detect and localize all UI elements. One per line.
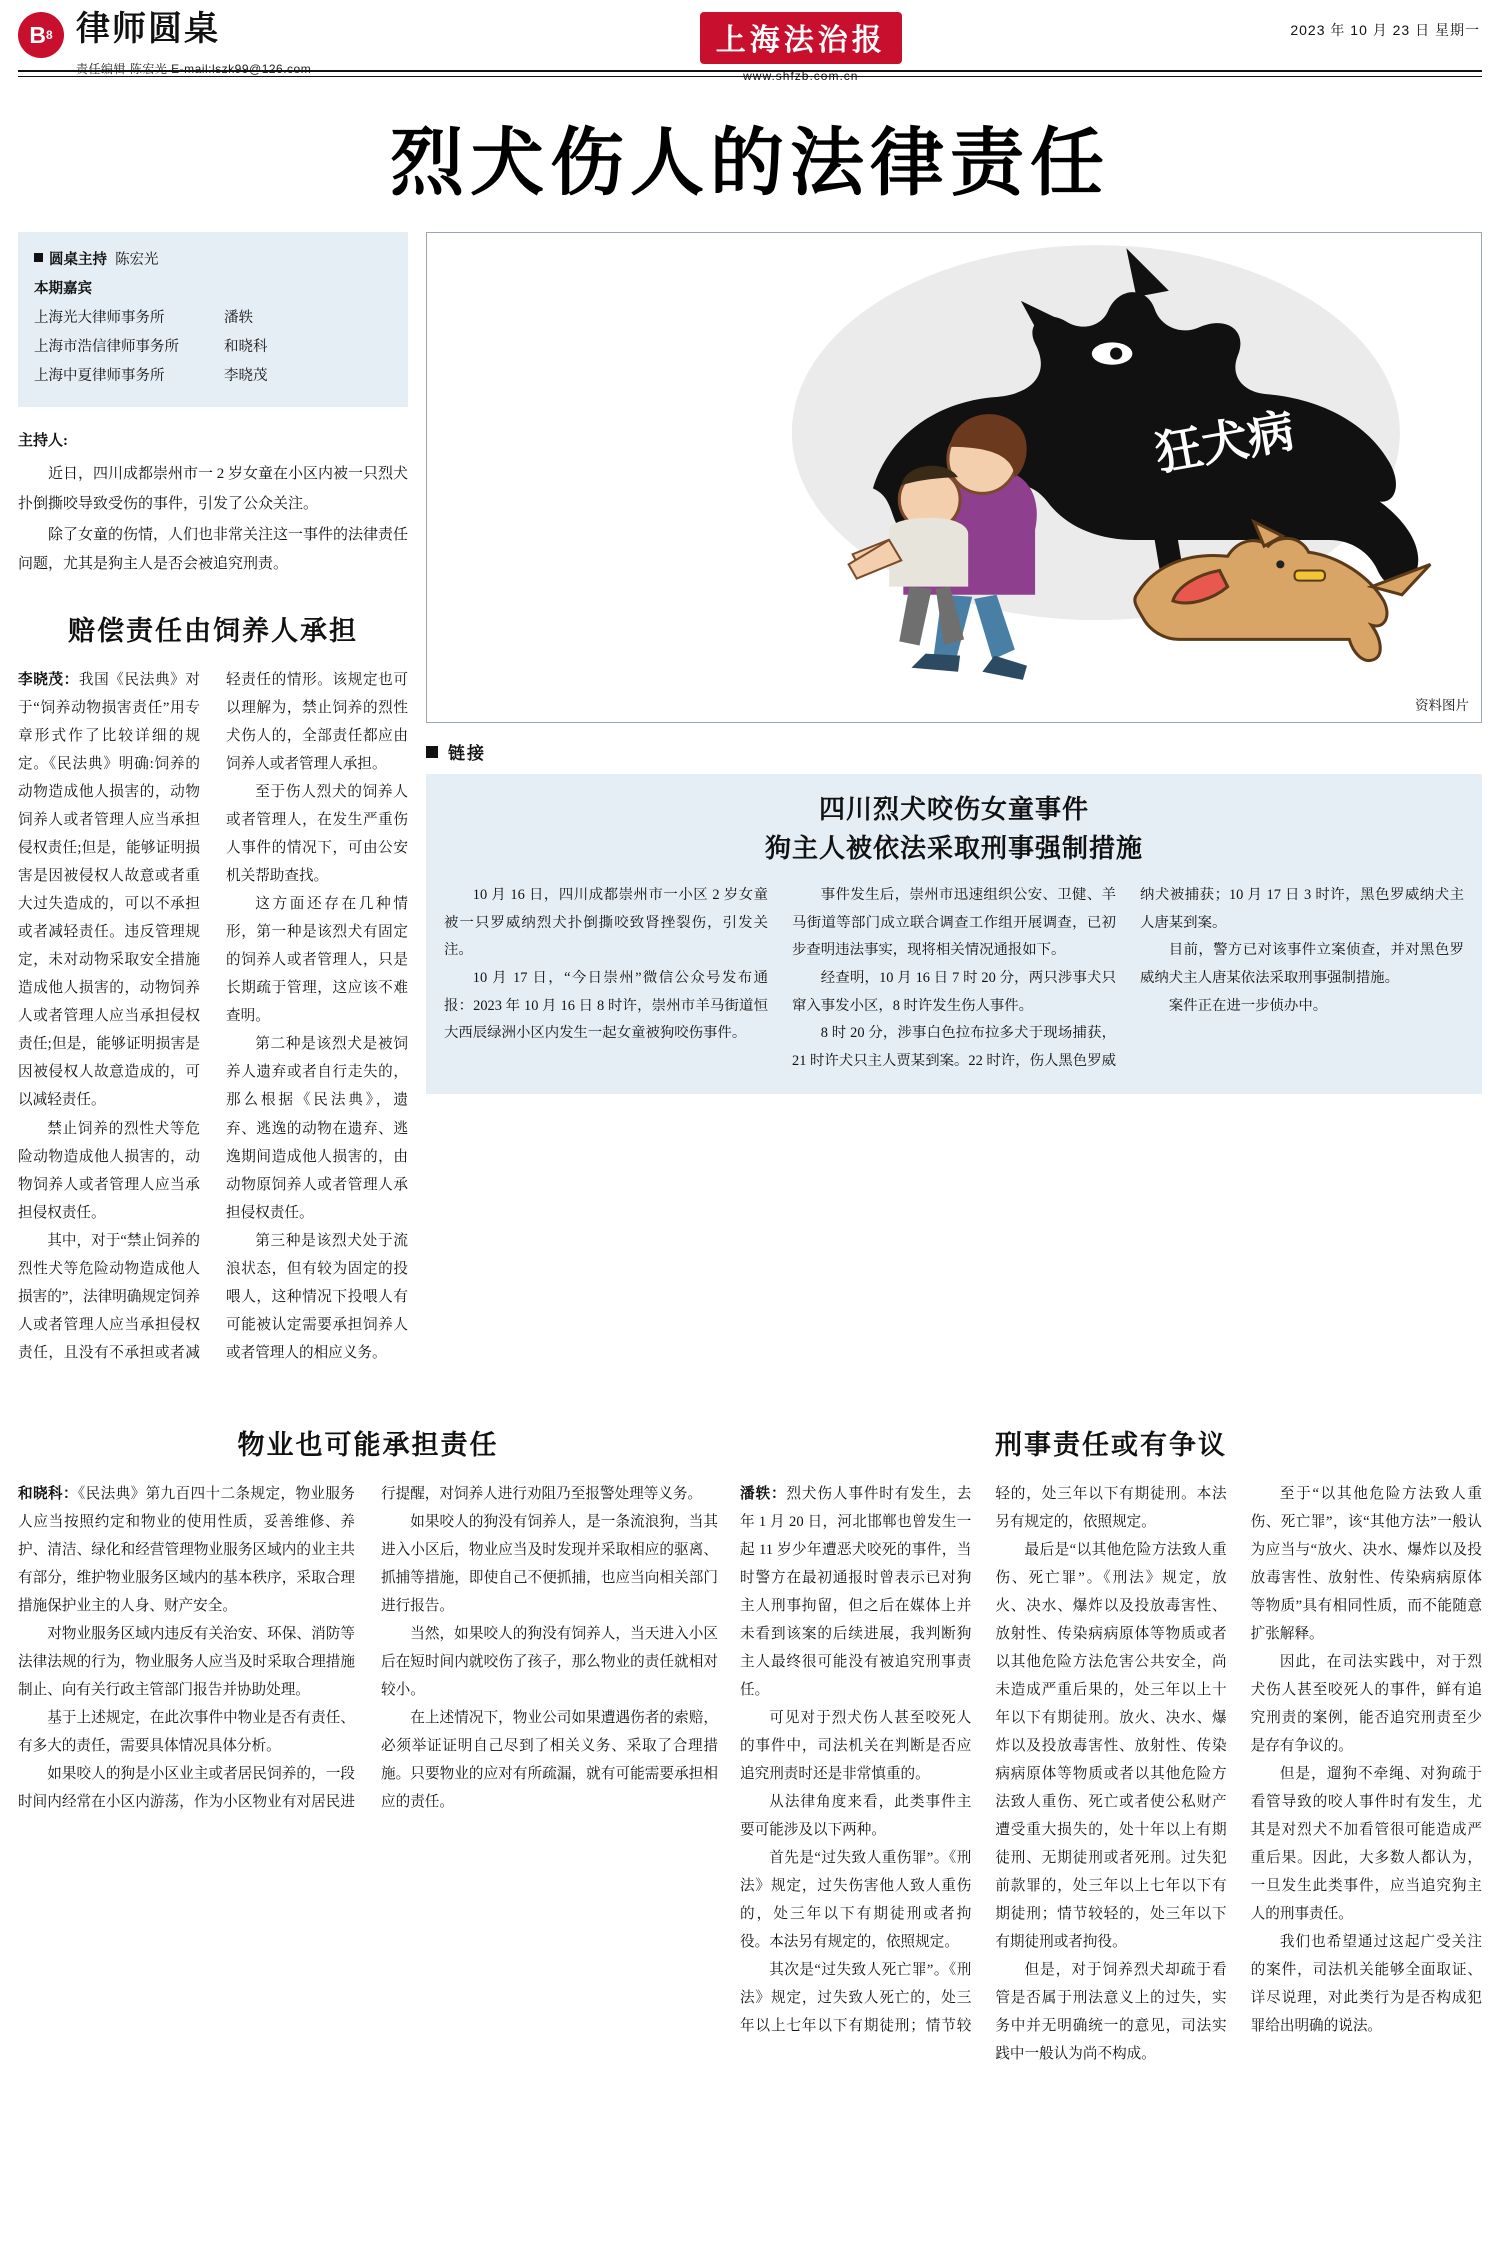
- guests-label-row: [34, 275, 392, 304]
- guest-row: [34, 333, 392, 362]
- right-column: [426, 232, 1482, 1367]
- paragraph-text: 《民法典》第九百四十二条规定，物业服务人应当按照约定和物业的使用性质，妥善维修、养护、清洁、绿化和经营管理物业服务区域内的业主共有部分，维护物业服务区域内的基本秩序，采取合理措施保护业主的人身、财产安全。: [18, 1485, 355, 1614]
- section-1-title: 赔偿责任由饲养人承担: [68, 616, 358, 647]
- link-heading: [426, 739, 1482, 764]
- paragraph: 至于“以其他危险方法致人重伤、死亡罪”，该“其他方法”一般认为应当与“放火、决水、爆炸以及投放毒害性、放射性、传染病病原体等物质”具有相同性质，而不能随意扩张解释。: [1250, 1485, 1482, 1642]
- paragraph: 我们也希望通过这起广受关注的案件，司法机关能够全面取证、详尽说理，对此类行为是否构成犯罪给出明确的说法。: [1250, 1933, 1482, 2034]
- host-name: 陈宏光: [115, 252, 159, 268]
- editor-line: 责任编辑 陈宏光 E-mail:lszk99@126.com: [76, 61, 312, 76]
- paragraph: 可见对于烈犬伤人甚至咬死人的事件中，司法机关在判断是否应追究刑责时还是非常慎重的。: [740, 1709, 972, 1782]
- host-label: 圆桌主持: [49, 252, 107, 268]
- page-code-number: 8: [45, 28, 53, 42]
- section-title-wrap: [76, 10, 311, 77]
- speaker-name: 潘轶：: [740, 1485, 787, 1502]
- speaker-name: 和晓科：: [18, 1485, 78, 1502]
- guest-row: [34, 304, 392, 333]
- section-2-body: [18, 1480, 718, 1816]
- paragraph: 8 时 20 分，涉事白色拉布拉多犬于现场捕获，21 时许犬只主人贾某到案。22 时许，伤人黑色罗威纳犬被捕获；10 月 17 日 3 时许，黑色罗威纳犬主人唐某到案。: [792, 887, 1464, 1069]
- host-intro-paragraph: 除了女童的伤情，人们也非常关注这一事件的法律责任问题，尤其是狗主人是否会被追究刑责。: [18, 526, 409, 572]
- paragraph: 第三种是该烈犬处于流浪状态，但有较为固定的投喂人，这种情况下投喂人有可能被认定需要承担饲养人或者管理人的相应义务。: [226, 1232, 408, 1361]
- top-area: [0, 232, 1500, 1367]
- illustration-image: [427, 233, 1481, 688]
- paragraph: 禁止饲养的烈性犬等危险动物造成他人损害的，动物饲养人或者管理人应当承担侵权责任。: [18, 1120, 200, 1221]
- host-intro: [18, 427, 408, 579]
- paragraph: 但是，对于饲养烈犬却疏于看管是否属于刑法意义上的过失，实务中并无明确统一的意见，司法实践中一般认为尚不构成。: [995, 1961, 1227, 2062]
- paragraph: 案件正在进一步侦办中。: [1168, 997, 1328, 1014]
- bullet-square-icon: [426, 746, 438, 758]
- illustration-figure: [426, 232, 1482, 723]
- paragraph: 如果咬人的狗是小区业主或者居民饲养的，一段时间内经常在小区内游荡，作为小区物业有对居民进行提醒，对饲养人进行劝阻乃至报警处理等义务。: [18, 1485, 703, 1810]
- section-title: 律师圆桌: [76, 10, 220, 48]
- paragraph: 基于上述规定，在此次事件中物业是否有责任、有多大的责任，需要具体情况具体分析。: [18, 1709, 355, 1754]
- speaker-name: 李晓茂：: [18, 672, 79, 689]
- guest-name: 李晓茂: [224, 368, 268, 384]
- paragraph: [18, 1480, 355, 1620]
- paragraph: 因此，在司法实践中，对于烈犬伤人甚至咬死人的事件，鲜有追究刑责的案例，能否追究刑责至少是存有争议的。: [1250, 1653, 1482, 1754]
- paragraph: 至于伤人烈犬的饲养人或者管理人，在发生严重伤人事件的情况下，可由公安机关帮助查找。: [226, 784, 408, 885]
- section-2: [18, 1393, 718, 2068]
- link-box: [426, 774, 1482, 1094]
- guests-label: 本期嘉宾: [34, 281, 92, 297]
- link-label: 链接: [448, 744, 486, 763]
- guest-firm: 上海中夏律师事务所: [34, 368, 165, 384]
- masthead-rule-bottom: [18, 76, 1482, 77]
- section-1-body: [18, 666, 408, 1366]
- paragraph: 第二种是该烈犬是被饲养人遗弃或者自行走失的，那么根据《民法典》，遗弃、逃逸的动物在遗弃、逃逸期间造成他人损害的，由动物原饲养人或者管理人承担侵权责任。: [226, 1036, 408, 1221]
- masthead-left: [18, 10, 311, 77]
- guest-firm: 上海光大律师事务所: [34, 310, 165, 326]
- paragraph-text: 烈犬伤人事件时有发生，去年 1 月 20 日，河北邯郸也曾发生一起 11 岁少年遭恶犬咬死的事件，当时警方在最初通报时曾表示已对狗主人刑事拘留，但之后在媒体上并未看到该案的后续进展，我判断狗主人最终很可能没有被追究刑事责任。: [740, 1485, 972, 1698]
- paragraph: 最后是“以其他危险方法致人重伤、死亡罪”。《刑法》规定，放火、决水、爆炸以及投放毒害性、放射性、传染病病原体等物质或者以其他危险方法危害公共安全，尚未造成严重后果的，处三年以上十年以下有期徒刑。放火、决水、爆炸以及投放毒害性、放射性、传染病病原体等物质或者以其他危险方法致人重伤、死亡或者使公私财产遭受重大损失的，处十年以上有期徒刑、无期徒刑或者死刑。过失犯前款罪的，处三年以上七年以下有期徒刑；情节较轻的，处三年以下有期徒刑或者拘役。: [995, 1541, 1227, 1950]
- paragraph: 10 月 16 日，四川成都崇州市一小区 2 岁女童被一只罗威纳烈犬扑倒撕咬致肾挫裂伤，引发关注。: [444, 887, 768, 959]
- masthead: [0, 0, 1500, 83]
- guest-firm: 上海市浩信律师事务所: [34, 339, 179, 355]
- paragraph: 当然，如果咬人的狗没有饲养人，当天进入小区后在短时间内就咬伤了孩子，那么物业的责任就相对较小。: [381, 1625, 718, 1698]
- figure-caption: 资料图片: [1415, 698, 1469, 713]
- paragraph: 其次是“过失致人死亡罪”。《刑法》规定，过失致人死亡的，处三年以上七年以下有期徒刑；情节较轻的，处三年以下有期徒刑。本法另有规定的，依照规定。: [740, 1485, 1227, 2034]
- paragraph: 对物业服务区域内违反有关治安、环保、消防等法律法规的行为，物业服务人应当及时采取合理措施制止、向有关行政主管部门报告并协助处理。: [18, 1625, 355, 1698]
- guest-name: 潘轶: [224, 310, 253, 326]
- paragraph: 目前，警方已对该事件立案侦查，并对黑色罗威纳犬主人唐某依法采取刑事强制措施。: [1140, 942, 1464, 986]
- paragraph: 其中，对于“禁止饲养的烈性犬等危险动物造成他人损害的”，法律明确规定饲养人或者管理人应当承担侵权责任，且没有不承担或者减轻责任的情形。该规定也可以理解为，禁止饲养的烈性犬伤人的，全部责任都应由饲养人或者管理人承担。: [18, 672, 408, 1361]
- left-column: [18, 232, 408, 1367]
- page-code-badge: [18, 12, 64, 58]
- host-intro-speaker: 主持人:: [18, 433, 68, 449]
- paragraph: 10 月 17 日，“今日崇州”微信公众号发布通报：2023 年 10 月 16 日 8 时许，崇州市羊马街道恒大西辰绿洲小区内发生一起女童被狗咬伤事件。: [444, 969, 768, 1042]
- hosts-panel: [18, 232, 408, 407]
- bottom-area: [0, 1367, 1500, 2088]
- link-body: [444, 882, 1464, 1076]
- paragraph: 从法律角度来看，此类事件主要可能涉及以下两种。: [740, 1793, 972, 1838]
- paragraph: 这方面还存在几种情形，第一种是该烈犬有固定的饲养人或者管理人，只是长期疏于管理，这应该不难查明。: [226, 896, 408, 1025]
- paper-name: 上海法治报: [700, 12, 902, 64]
- issue-date: 2023 年 10 月 23 日 星期一: [1290, 22, 1480, 38]
- section-2-title: 物业也可能承担责任: [237, 1429, 499, 1460]
- guest-row: [34, 362, 392, 391]
- masthead-rule-top: [18, 70, 1482, 72]
- section-3-title: 刑事责任或有争议: [995, 1429, 1227, 1460]
- paper-url[interactable]: www.shfzb.com.cn: [743, 69, 859, 83]
- paragraph: 事件发生后，崇州市迅速组织公安、卫健、羊马街道等部门成立联合调查工作组开展调查，已初步查明违法事实，现将相关情况通报如下。: [792, 887, 1116, 959]
- paragraph: 如果咬人的狗没有饲养人，是一条流浪狗，当其进入小区后，物业应当及时发现并采取相应的驱离、抓捕等措施，即使自己不便抓捕，也应当向相关部门进行报告。: [381, 1513, 718, 1614]
- masthead-center: [311, 12, 1290, 83]
- page-code-letter: B: [29, 21, 46, 48]
- link-title-line1: 四川烈犬咬伤女童事件: [818, 794, 1089, 824]
- paragraph: [740, 1480, 971, 1704]
- section-3: [740, 1393, 1482, 2068]
- link-title-line2: 狗主人被依法采取刑事强制措施: [764, 833, 1143, 863]
- dog-label-text: 狂犬病: [1151, 404, 1299, 480]
- bullet-square-icon: [34, 253, 43, 262]
- guest-name: 和晓科: [224, 339, 268, 355]
- paragraph: [18, 666, 200, 1114]
- host-intro-paragraph: 近日，四川成都崇州市一 2 岁女童在小区内被一只烈犬扑倒撕咬导致受伤的事件，引发了公众关注。: [18, 466, 409, 512]
- page-title: 烈犬伤人的法律责任: [390, 121, 1110, 204]
- paragraph: 经查明，10 月 16 日 7 时 20 分，两只涉事犬只窜入事发小区，8 时许发生伤人事件。: [792, 969, 1116, 1014]
- paragraph-text: 我国《民法典》对于“饲养动物损害责任”用专章形式作了比较详细的规定。《民法典》明确:饲养的动物造成他人损害的，动物饲养人或者管理人应当承担侵权责任;但是，能够证明损害是因被侵权人故意或者重大过失造成的，可以不承担或者减轻责任。违反管理规定，未对动物采取安全措施造成他人损害的，动物饲养人或者管理人应当承担侵权责任;但是，能够证明损害是因被侵权人故意造成的，可以减轻责任。: [18, 672, 200, 1109]
- rabid-dog-illustration-svg: [427, 233, 1481, 688]
- paragraph: 在上述情况下，物业公司如果遭遇伤者的索赔，必须举证证明自己尽到了相关义务、采取了合理措施。只要物业的应对有所疏漏，就有可能需要承担相应的责任。: [381, 1709, 718, 1810]
- link-title: [444, 790, 1464, 868]
- paragraph: 但是，遛狗不牵绳、对狗疏于看管导致的咬人事件时有发生，尤其是对烈犬不加看管很可能造成严重后果。因此，大多数人都认为，一旦发生此类事件，应当追究狗主人的刑事责任。: [1250, 1765, 1482, 1922]
- section-3-body: [740, 1480, 1482, 2068]
- paragraph: 首先是“过失致人重伤罪”。《刑法》规定，过失伤害他人致人重伤的，处三年以下有期徒刑或者拘役。本法另有规定的，依照规定。: [740, 1849, 972, 1950]
- host-row: [34, 246, 392, 275]
